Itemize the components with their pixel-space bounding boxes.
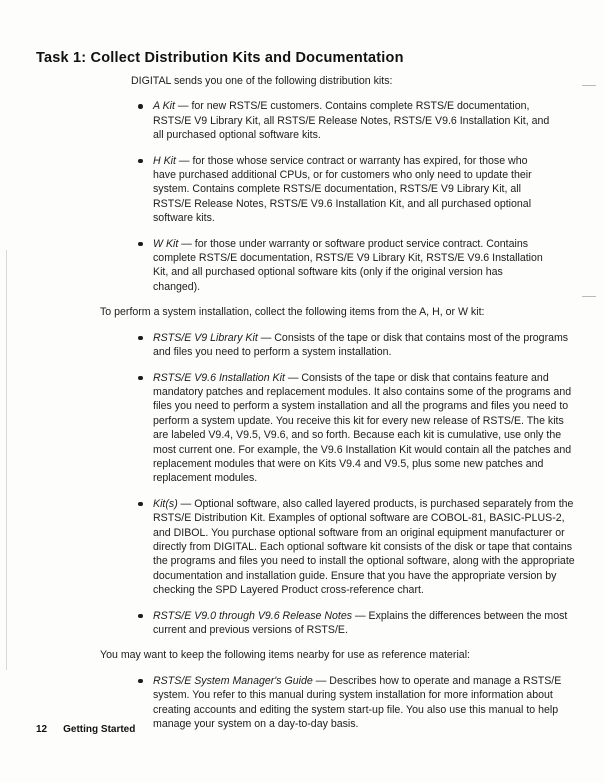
list-item-text: — Consists of the tape or disk that contains feature and mandatory patches and replacement modules. It also contains some of the programs and files you need to perform a system installation and all the programs and files you need to perform a system update. You receive this kit for every new release of RSTS/E. The kits are labeled V9.4, V9.5, V9.6, and so forth. Because each kit is cumulative, use only the most current one. For example, the V9.6 Installation Kit would contain all the patches and replacement modules that were on Kits V9.4 and V9.5, plus some new patches and replacement modules. [153,371,572,485]
footer-section: Getting Started [63,724,136,735]
list-item-lead: H Kit [153,154,176,167]
list-item-lead: RSTS/E V9.0 through V9.6 Release Notes [153,609,353,622]
list-item-lead: RSTS/E System Manager's Guide [153,674,313,687]
list-item-text: — for those under warranty or software product service contract. Contains complete RSTS/E documentation, RSTS/E V9 Library Kit, RSTS/E V9.6 Installation Kit, and all purchased optional software kits (only if the original version has changed). [153,237,543,293]
items-list [131,331,582,638]
page-number: 12 [36,724,48,735]
list-item [131,609,582,638]
list-item-text: — Describes how to operate and manage a RSTS/E system. You refer to this manual during system installation for more information about creating accounts and editing the system start-up file. You also use this manual to help manage your system on a day-to-day basis. [153,674,562,731]
page-edge-rule [6,250,7,670]
list-item-lead: RSTS/E V9 Library Kit [153,331,258,344]
edge-mark [582,296,596,297]
list-item-text: — Optional software, also called layered products, is purchased separately from the RSTS/E Distribution Kit. Examples of optional software are COBOL-81, BASIC-PLUS-2, and DIBOL. You purchase optional software from an original equipment manufacturer or directly from DIGITAL. Each optional software kit consists of the disk or tape that contains the programs and files you need to install the optional software, along with the appropriate documentation and installation guide. Ensure that you have the appropriate version by checking the SPD Layered Product cross-reference chart. [153,497,575,597]
document-body [100,74,575,742]
reference-intro-paragraph: You may want to keep the following items nearby for use as reference material: [100,649,470,662]
intro-paragraph: DIGITAL sends you one of the following distribution kits: [131,75,393,87]
list-item [131,99,551,142]
list-item [131,371,582,486]
list-item-text: — for those whose service contract or warranty has expired, for those who have purchased additional CPUs, or for customers who only need to update their system. Contains complete RSTS/E documentation, RSTS/E V9 Library Kit, all RSTS/E Release Notes, RSTS/E V9.6 Installation Kit, and all purchased optional software kits. [153,154,532,225]
perform-intro-paragraph: To perform a system installation, collect the following items from the A, H, or W kit: [100,306,485,319]
list-item [131,154,551,226]
list-item [131,497,582,598]
list-item-lead: Kit(s) [153,497,178,510]
list-item-text: — Explains the differences between the most current and previous versions of RSTS/E. [153,609,568,636]
list-item [131,674,582,732]
edge-mark [582,85,596,86]
list-item-text: — for new RSTS/E customers. Contains complete RSTS/E documentation, RSTS/E V9 Library Kit, all RSTS/E Release Notes, RSTS/E V9.6 Installation Kit, and all purchased optional software kits. [153,100,550,142]
list-item-lead: A Kit [153,100,175,113]
list-item-lead: RSTS/E V9.6 Installation Kit [153,371,285,384]
reference-list [131,674,582,732]
list-item-text: — Consists of the tape or disk that contains most of the programs and files you need to perform a system installation. [153,331,569,359]
list-item [131,331,582,360]
kit-list [131,99,551,294]
list-item-lead: W Kit [153,237,179,250]
page-footer [36,724,135,735]
page-title: Task 1: Collect Distribution Kits and Documentation [36,49,404,66]
list-item [131,237,551,295]
